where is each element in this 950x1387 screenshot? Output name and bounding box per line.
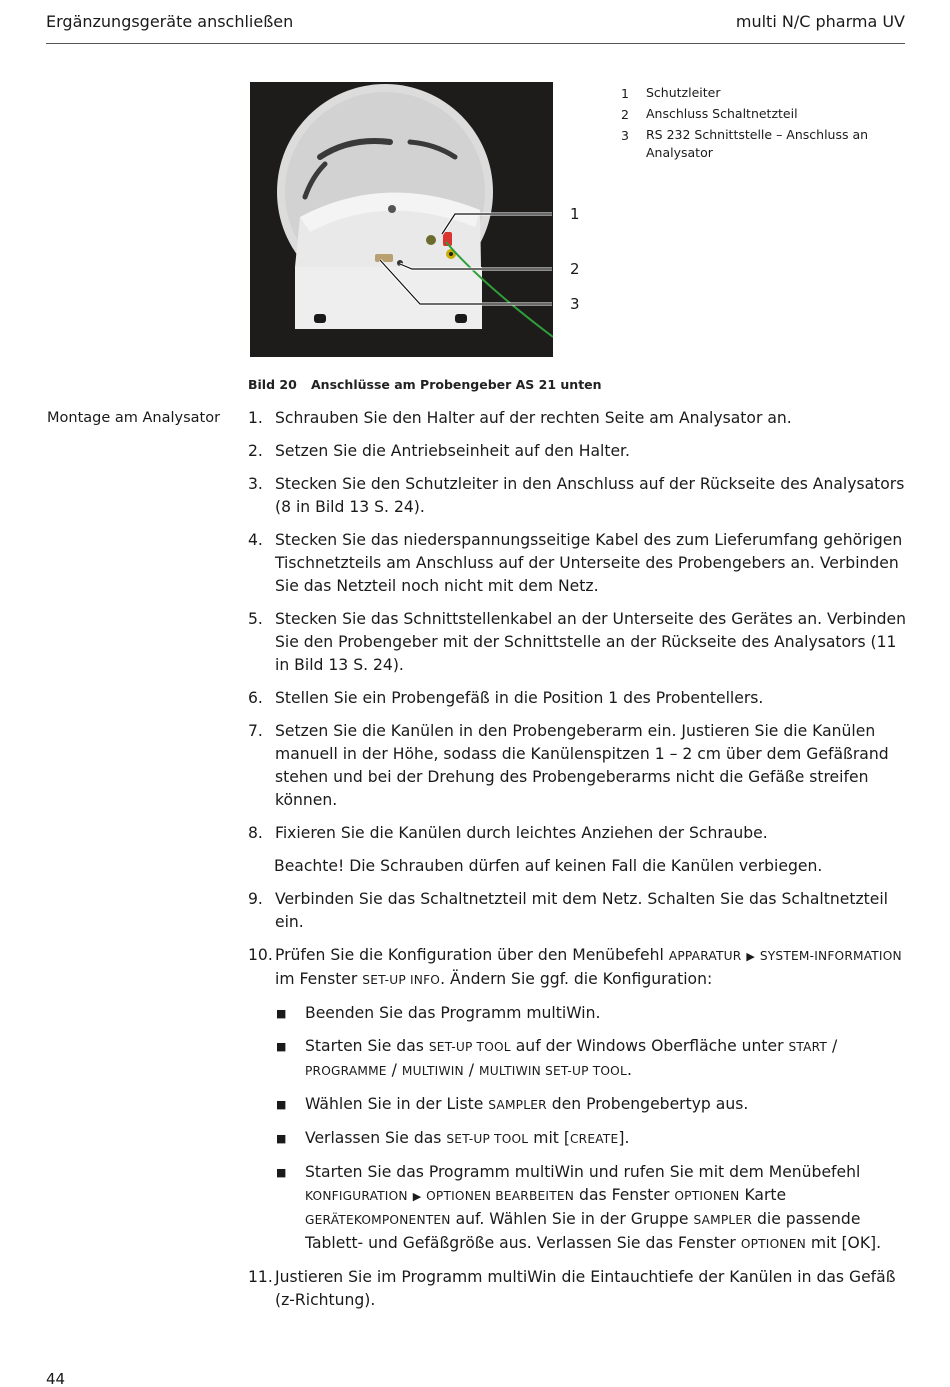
step-text: Stecken Sie das Schnittstellenkabel an der Unterseite des Gerätes an. Verbinden Sie den Probengeber mit der Schnittstelle an der Rückseite des Analysators (11 in Bild 13 S. 24). <box>275 610 906 674</box>
list-item <box>248 1266 908 1312</box>
menu-arrow-icon: ▶ <box>412 1190 422 1203</box>
bullet-text: Wählen Sie in der Liste SAMPLER den Probengebertyp aus. <box>305 1095 749 1113</box>
instruction-list <box>248 407 908 1322</box>
bullet-text: Starten Sie das SET-UP TOOL auf der Windows Oberfläche unter START / PROGRAMME / MULTIWIN / MULTIWIN SET-UP TOOL. <box>305 1037 838 1079</box>
window-name: SET-UP INFO <box>362 973 441 987</box>
step-number: 1. <box>248 409 263 427</box>
legend-item <box>621 104 886 125</box>
list-item <box>248 687 908 710</box>
list-item <box>248 720 908 812</box>
legend-number: 1 <box>621 86 629 101</box>
list-item <box>276 1002 908 1025</box>
legend-number: 3 <box>621 128 629 143</box>
list-item <box>248 440 908 463</box>
step-number: 8. <box>248 824 263 842</box>
step-text: Stecken Sie das niederspannungsseitige Kabel des zum Lieferumfang gehörigen Tischnetzteils am Anschluss auf der Unterseite des Probengebers an. Verbinden Sie das Netzteil noch nicht mit dem Netz. <box>275 531 903 595</box>
list-item <box>248 608 908 677</box>
bullet-icon: ■ <box>276 1132 287 1145</box>
step-text: Prüfen Sie die Konfiguration über den Menübefehl APPARATUR ▶ SYSTEM-INFORMATION im Fenster SET-UP INFO. Ändern Sie ggf. die Konfiguration: <box>275 946 902 988</box>
callout-number-1: 1 <box>570 205 580 223</box>
step-number: 5. <box>248 610 263 628</box>
step-text: Setzen Sie die Kanülen in den Probengeberarm ein. Justieren Sie die Kanülen manuell in der Höhe, sodass die Kanülenspitzen 1 – 2 cm über dem Gefäßrand stehen und bei der Drehung des Probengeberarms nicht die Gefäße streifen können. <box>275 722 889 809</box>
bullet-icon: ■ <box>276 1166 287 1179</box>
list-item <box>248 888 908 934</box>
bullet-icon: ■ <box>276 1098 287 1111</box>
chapter-title: Ergänzungsgeräte anschließen <box>46 12 294 31</box>
list-item <box>248 473 908 519</box>
step-text: Setzen Sie die Antriebseinheit auf den Halter. <box>275 442 630 460</box>
step-number: 7. <box>248 722 263 740</box>
list-item <box>248 529 908 598</box>
callout-number-3: 3 <box>570 295 580 313</box>
sampler-device-illustration <box>250 82 553 357</box>
device-photo <box>250 82 553 357</box>
bullet-icon: ■ <box>276 1007 287 1020</box>
list-item <box>248 407 908 430</box>
step-text: Stellen Sie ein Probengefäß in die Position 1 des Probentellers. <box>275 689 764 707</box>
screw <box>388 205 396 213</box>
figure-caption <box>248 377 602 392</box>
list-item <box>276 1127 908 1151</box>
figure-legend <box>621 83 886 162</box>
protective-earth-connector <box>426 235 436 245</box>
step-text: Verbinden Sie das Schaltnetzteil mit dem Netz. Schalten Sie das Schaltnetzteil ein. <box>275 890 889 931</box>
legend-text: RS 232 Schnittstelle – Anschluss an Analysator <box>646 127 869 160</box>
page-number: 44 <box>46 1370 66 1387</box>
sub-list <box>248 1002 908 1256</box>
step-number: 6. <box>248 689 263 707</box>
list-item <box>276 1093 908 1117</box>
menu-command: SYSTEM-INFORMATION <box>759 949 902 963</box>
step-number: 9. <box>248 890 263 908</box>
step-number: 4. <box>248 531 263 549</box>
step-number: 3. <box>248 475 263 493</box>
step-number: 11. <box>248 1268 273 1286</box>
step-number: 10. <box>248 946 273 964</box>
legend-item <box>621 83 886 104</box>
step-text: Justieren Sie im Programm multiWin die Eintauchtiefe der Kanülen in das Gefäß (z-Richtung). <box>275 1268 896 1309</box>
step-number: 2. <box>248 442 263 460</box>
legend-text: Schutzleiter <box>646 85 721 100</box>
menu-command: APPARATUR <box>668 949 742 963</box>
figure-label: Bild 20 <box>248 377 297 392</box>
warning-note: Beachte! Die Schrauben dürfen auf keinen Fall die Kanülen verbiegen. <box>274 857 823 875</box>
rs232-connector <box>375 254 393 262</box>
device-foot <box>314 314 326 323</box>
legend-text: Anschluss Schaltnetzteil <box>646 106 798 121</box>
menu-arrow-icon: ▶ <box>746 950 755 963</box>
bullet-text: Verlassen Sie das SET-UP TOOL mit [CREATE]. <box>305 1129 630 1147</box>
page-header <box>46 12 905 44</box>
figure-caption-text: Anschlüsse am Probengeber AS 21 unten <box>311 377 602 392</box>
legend-item <box>621 125 886 162</box>
step-text: Fixieren Sie die Kanülen durch leichtes Anziehen der Schraube. <box>275 824 768 842</box>
step-text: Schrauben Sie den Halter auf der rechten Seite am Analysator an. <box>275 409 792 427</box>
callout-number-2: 2 <box>570 260 580 278</box>
legend-number: 2 <box>621 107 629 122</box>
step-text: Stecken Sie den Schutzleiter in den Anschluss auf der Rückseite des Analysators (8 in Bild 13 S. 24). <box>275 475 905 516</box>
bullet-text: Beenden Sie das Programm multiWin. <box>305 1004 601 1022</box>
device-foot <box>455 314 467 323</box>
list-item <box>248 822 908 845</box>
bullet-text: Starten Sie das Programm multiWin und rufen Sie mit dem Menübefehl KONFIGURATION ▶ OPTIONEN BEARBEITEN das Fenster OPTIONEN Karte GERÄTEKOMPONENTEN auf. Wählen Sie in der Gruppe SAMPLER die passende Tablett- und Gefäßgröße aus. Verlassen Sie das Fenster OPTIONEN mit [OK]. <box>305 1163 882 1252</box>
section-label: Montage am Analysator <box>47 410 221 426</box>
document-title: multi N/C pharma UV <box>735 12 905 31</box>
list-item <box>276 1161 908 1256</box>
list-item <box>276 1035 908 1083</box>
list-item <box>248 944 908 992</box>
bullet-icon: ■ <box>276 1040 287 1053</box>
